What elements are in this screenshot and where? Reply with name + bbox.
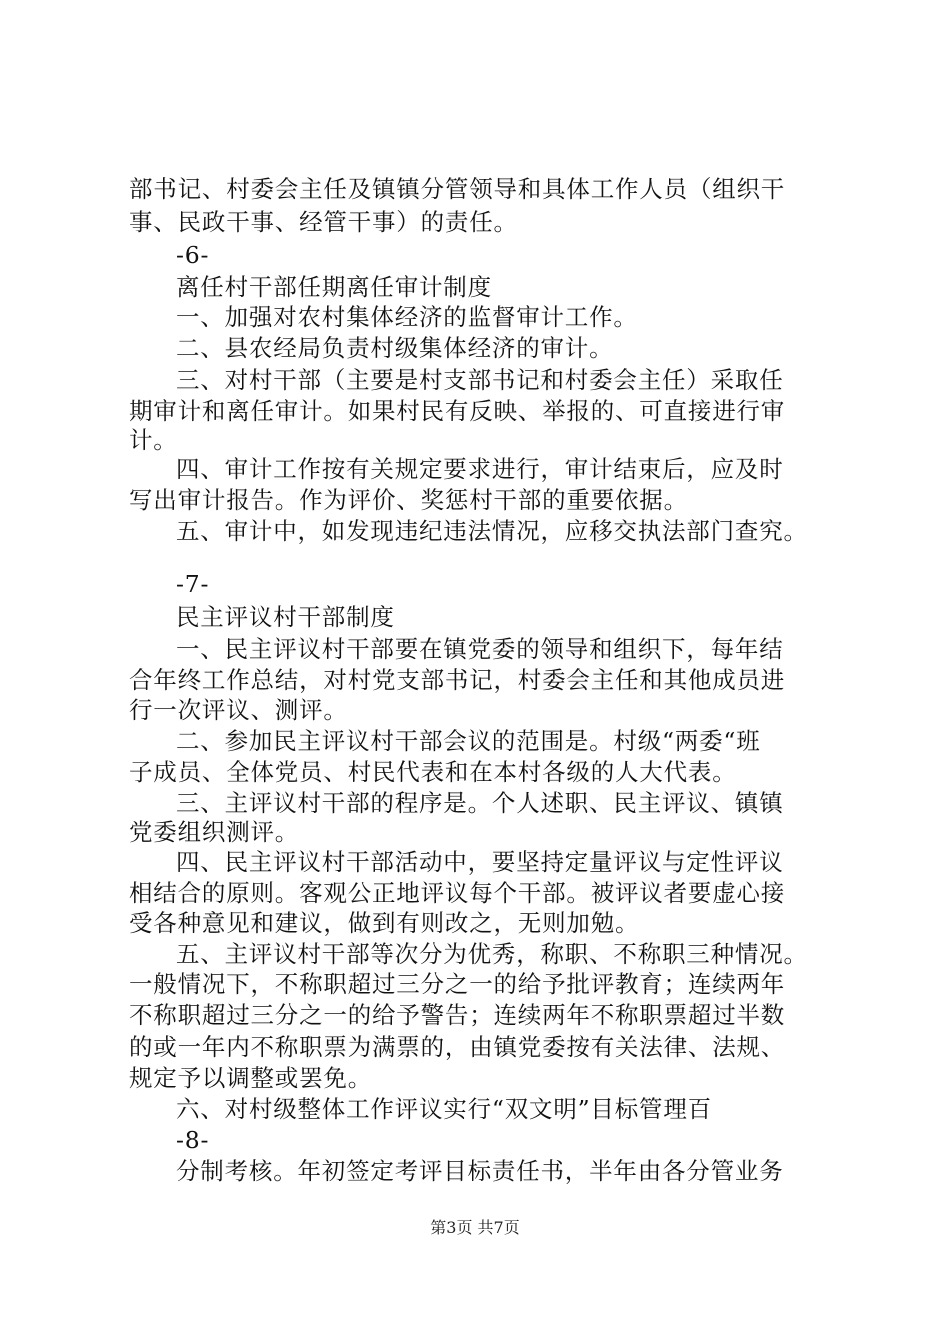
text-line: 一、民主评议村干部要在镇党委的领导和组织下，每年结	[176, 635, 784, 663]
text-line: 五、审计中，如发现违纪违法情况，应移交执法部门查究。	[176, 517, 808, 545]
text-line: 二、参加民主评议村干部会议的范围是。村级“两委“班	[176, 727, 761, 755]
text-line: 三、主评议村干部的程序是。个人述职、民主评议、镇镇	[176, 789, 784, 817]
text-line: 期审计和离任审计。如果村民有反映、举报的、可直接进行审	[129, 397, 786, 425]
text-line: 的或一年内不称职票为满票的，由镇党委按有关法律、法规、	[129, 1033, 786, 1061]
text-line: 五、主评议村干部等次分为优秀，称职、不称职三种情况。	[176, 940, 808, 968]
text-line: 分制考核。年初签定考评目标责任书，半年由各分管业务	[176, 1157, 784, 1185]
text-line: 一、加强对农村集体经济的监督审计工作。	[176, 303, 638, 331]
text-line: 写出审计报告。作为评价、奖惩村干部的重要依据。	[129, 486, 688, 514]
page-marker: -6-	[176, 241, 210, 269]
text-line: 计。	[129, 426, 178, 454]
text-line: 事、民政干事、经管干事）的责任。	[129, 208, 518, 236]
text-line: 党委组织测评。	[129, 818, 300, 846]
text-line: 六、对村级整体工作评议实行“双文明”目标管理百	[176, 1095, 712, 1123]
text-line: 二、县农经局负责村级集体经济的审计。	[176, 334, 614, 362]
text-line: 四、审计工作按有关规定要求进行，审计结束后，应及时	[176, 455, 784, 483]
section-title: 离任村干部任期离任审计制度	[176, 273, 492, 301]
text-line: 一般情况下，不称职超过三分之一的给予批评教育；连续两年	[129, 970, 786, 998]
text-line: 三、对村干部（主要是村支部书记和村委会主任）采取任	[176, 366, 784, 394]
text-line: 部书记、村委会主任及镇镇分管领导和具体工作人员（组织干	[129, 175, 786, 203]
text-line: 相结合的原则。客观公正地评议每个干部。被评议者要虚心接	[129, 879, 786, 907]
page-marker: -7-	[176, 570, 210, 598]
text-line: 行一次评议、测评。	[129, 696, 348, 724]
section-title: 民主评议村干部制度	[176, 603, 395, 631]
text-line: 受各种意见和建议，做到有则改之，无则加勉。	[129, 909, 640, 937]
text-line: 不称职超过三分之一的给予警告；连续两年不称职票超过半数	[129, 1001, 786, 1029]
page-number-footer: 第3页 共7页	[430, 1218, 520, 1237]
text-line: 合年终工作总结，对村党支部书记，村委会主任和其他成员进	[129, 666, 786, 694]
text-line: 规定予以调整或罢免。	[129, 1064, 372, 1092]
text-line: 子成员、全体党员、村民代表和在本村各级的人大代表。	[129, 758, 737, 786]
text-line: 四、民主评议村干部活动中，要坚持定量评议与定性评议	[176, 848, 784, 876]
page-marker: -8-	[176, 1126, 210, 1154]
